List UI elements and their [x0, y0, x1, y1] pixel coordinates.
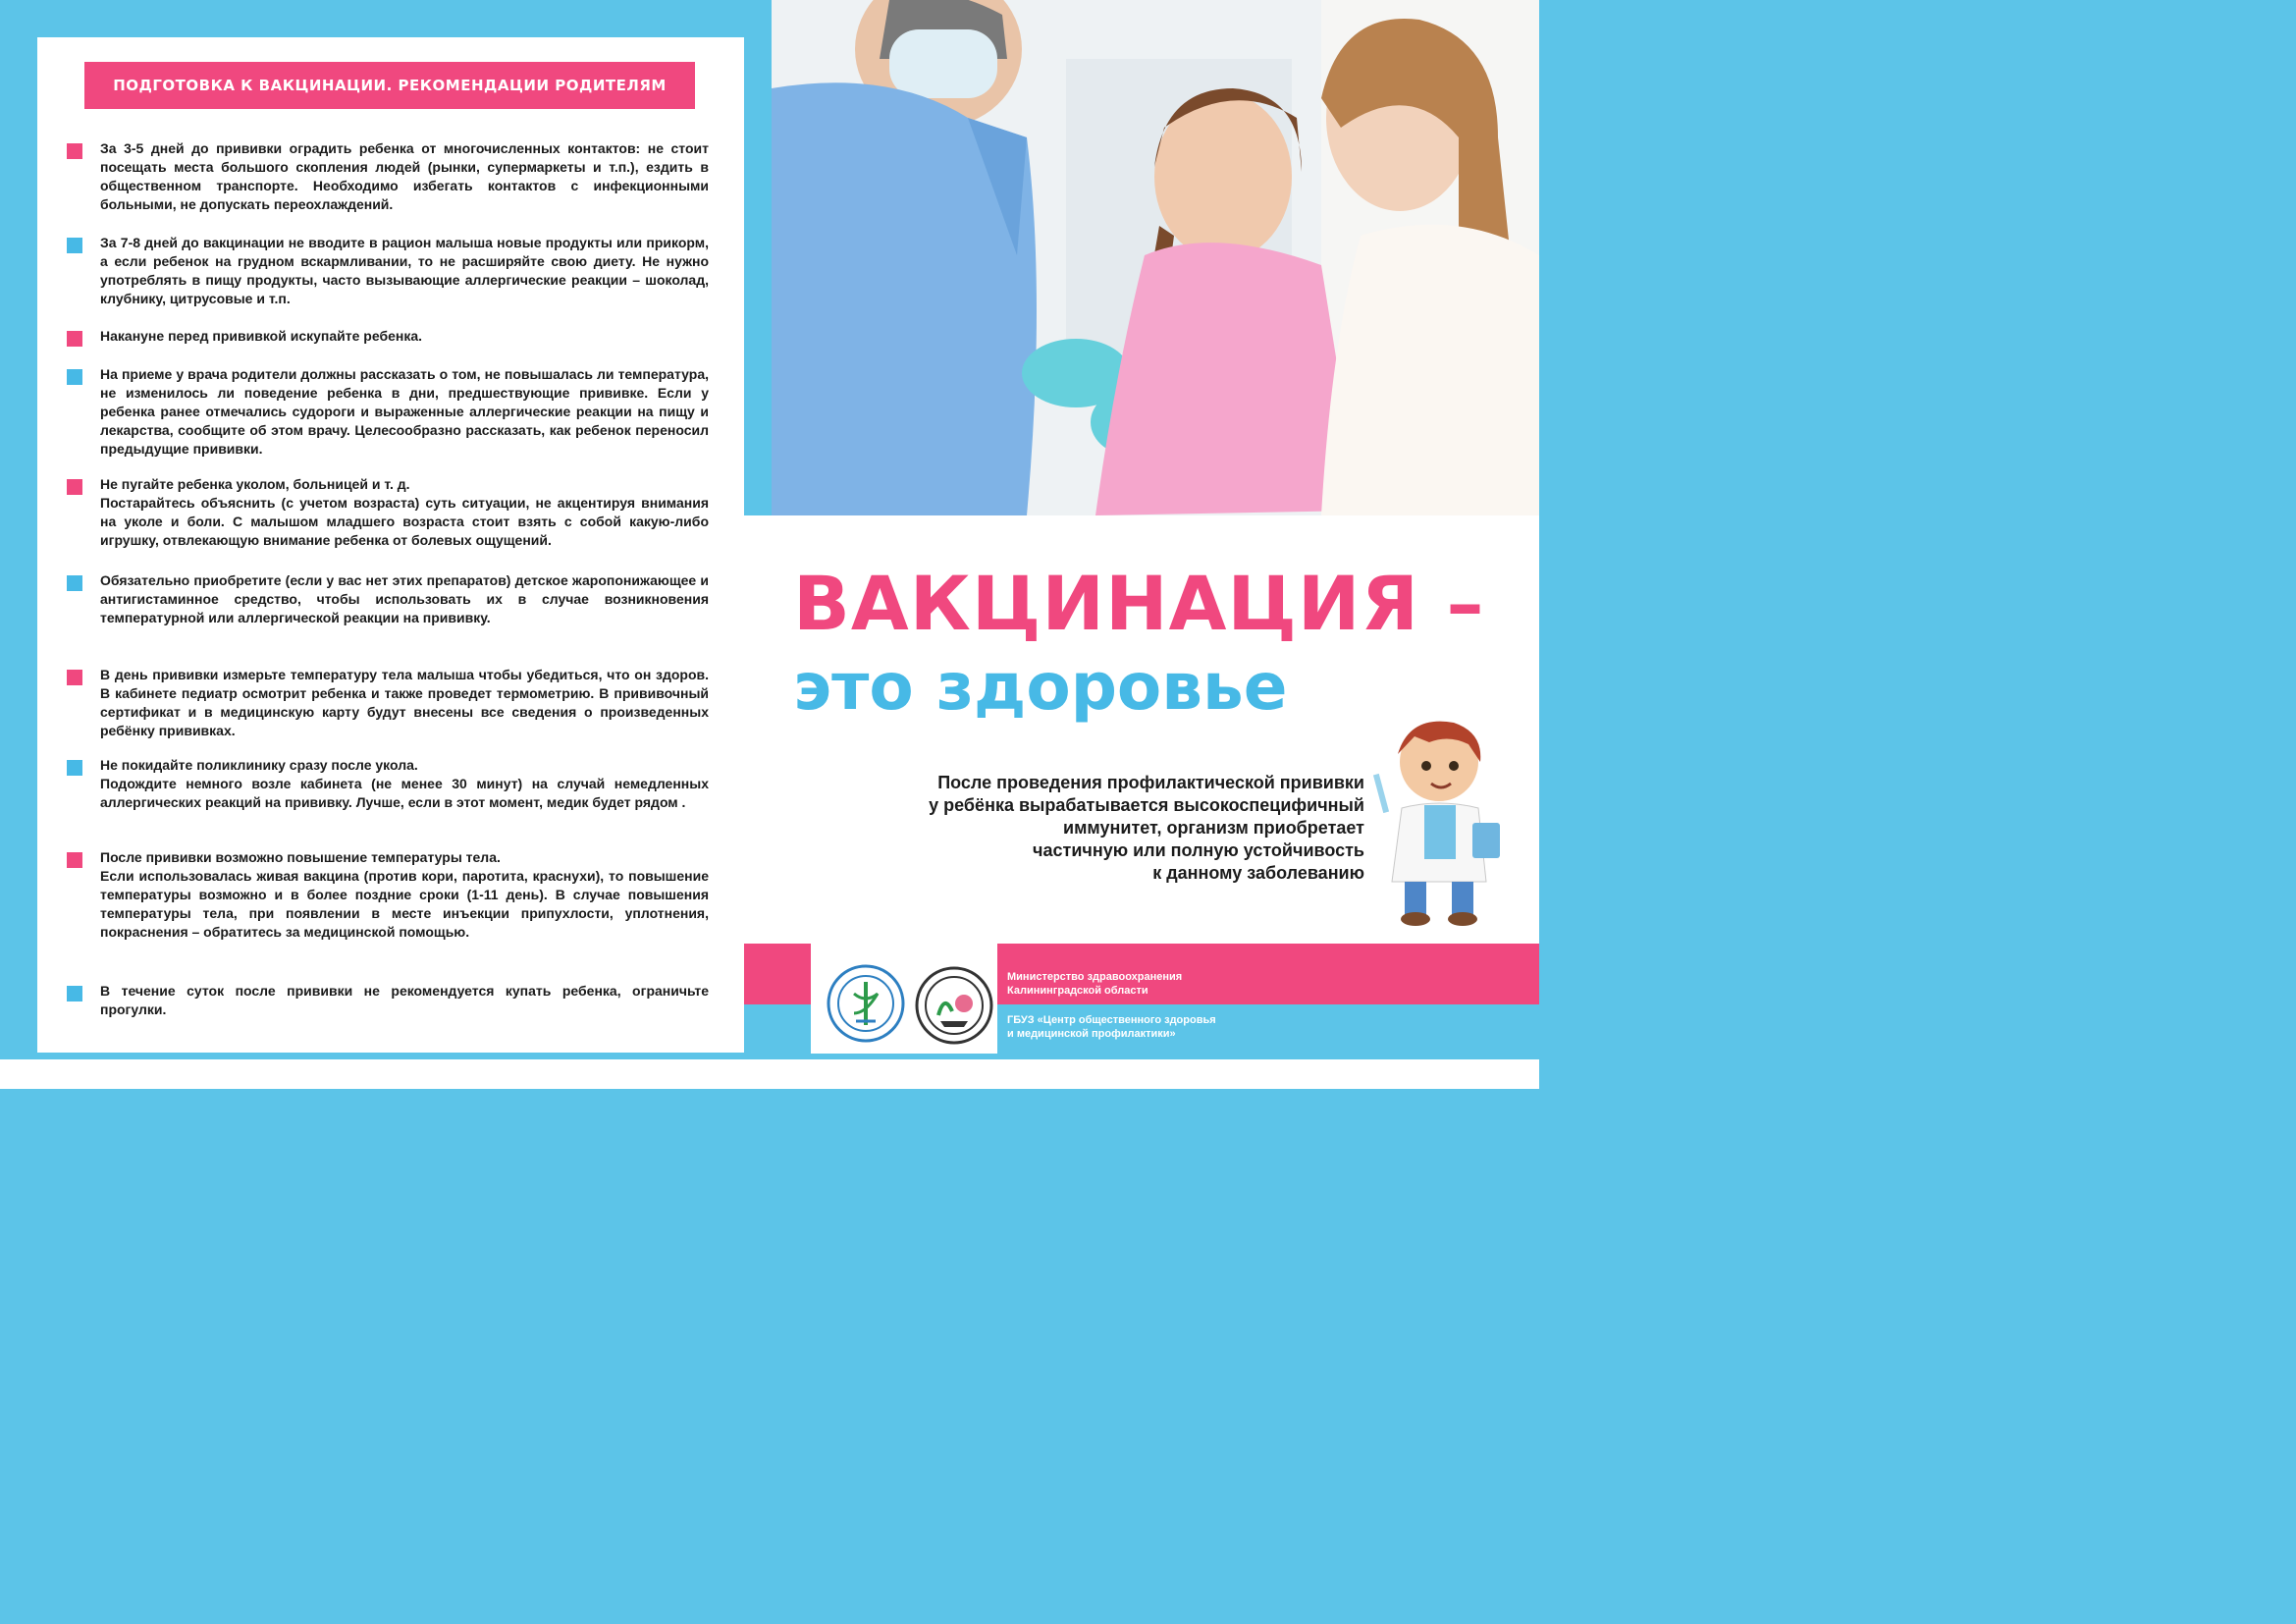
blue-bullet-square — [67, 986, 82, 1001]
recommendation-text: В течение суток после прививки не рекомендуется купать ребенка, ограничьте прогулки. — [100, 983, 709, 1017]
pink-bullet-square — [67, 852, 82, 868]
recommendation-text: За 7-8 дней до вакцинации не вводите в рацион малыша новые продукты или прикорм, а если ребенок на грудном вскармливании, то не расширяйте свою диету. Не нужно употреблять в пищу продукты, часто вызывающие аллергические реакции – шоколад, клубнику, цитрусовые и т.п. — [100, 235, 709, 306]
vaccination-photo-illustration — [772, 0, 1539, 515]
bottom-white-band — [0, 1059, 1539, 1089]
cartoon-doctor-illustration — [1370, 715, 1508, 929]
pink-bullet-square — [67, 143, 82, 159]
health-center-logo-icon — [915, 966, 993, 1045]
immunity-info-text: После проведения профилактической прививки у ребёнка вырабатывается высокоспецифичный иммунитет, организм приобретает частичную или полную устойчивость к данному заболеванию — [929, 773, 1364, 883]
blue-bullet-square — [67, 575, 82, 591]
health-center-name: ГБУЗ «Центр общественного здоровья и медицинской профилактики» — [1007, 1014, 1216, 1040]
recommendation-text: Накануне перед прививкой искупайте ребенка. — [100, 328, 423, 344]
headline-vaccination: ВАКЦИНАЦИЯ – — [793, 560, 1485, 647]
pink-bullet-square — [67, 331, 82, 347]
recommendation-text: За 3-5 дней до прививки оградить ребенка от многочисленных контактов: не стоит посещать места большого скопления людей (рынки, супермаркеты и т.п.), ездить в общественном транспорте. Необходимо избегать контактов с инфекционными больными, не допускать переохлаждений. — [100, 140, 709, 212]
vaccination-photo — [772, 0, 1539, 515]
recommendation-text: После прививки возможно повышение температуры тела. Если использовалась живая вакцина (против кори, паротита, краснухи), то повышение температуры возможно и в более поздние сроки (1-11 день). В случае повышения температуры тела, при появлении в месте инъекции припухлости, уплотнения, покраснения – обратитесь за медицинской помощью. — [100, 849, 709, 940]
recommendation-text: В день прививки измерьте температуру тела малыша чтобы убедиться, что он здоров. В кабинете педиатр осмотрит ребенка и также проведет термометрию. В прививочный сертификат и в медицинскую карту будут внесены все сведения о произведенных ребёнку прививках. — [100, 667, 709, 738]
recommendation-text: Не пугайте ребенка уколом, больницей и т. д. Постарайтесь объяснить (с учетом возраста) суть ситуации, не акцентируя внимания на уколе и боли. С малышом младшего возраста стоит взять с собой какую-либо игрушку, отвлекающую внимание ребенка от болевых ощущений. — [100, 476, 709, 548]
headline-health: это здоровье — [793, 649, 1288, 725]
pink-bullet-square — [67, 479, 82, 495]
recommendations-title-band — [84, 62, 695, 109]
recommendation-text: На приеме у врача родители должны рассказать о том, не повышалась ли температура, не изменилось ли поведение ребенка в дни, предшествующие прививке. Если у ребенка ранее отмечались судороги и выраженные аллергические реакции на пищу и лекарства, сообщите об этом врачу. Целесообразно рассказать, как ребенок переносил предыдущие прививки. — [100, 366, 709, 457]
ministry-name: Министерство здравоохранения Калининградской области — [1007, 971, 1183, 997]
blue-bullet-square — [67, 369, 82, 385]
recommendation-text: Не покидайте поликлинику сразу после укола. Подождите немного возле кабинета (не менее 30 минут) на случай немедленных аллергических реакций на прививку. Лучше, если в этот момент, медик будет рядом . — [100, 757, 709, 810]
ministry-logo-icon — [827, 964, 905, 1043]
blue-bullet-square — [67, 238, 82, 253]
blue-bullet-square — [67, 760, 82, 776]
pink-bullet-square — [67, 670, 82, 685]
recommendation-text: Обязательно приобретите (если у вас нет этих препаратов) детское жаропонижающее и антигистаминное средство, чтобы использовать их в случае возникновения температурной или аллергической реакции на прививку. — [100, 572, 709, 625]
recommendations-title: ПОДГОТОВКА К ВАКЦИНАЦИИ. РЕКОМЕНДАЦИИ РОДИТЕЛЯМ — [113, 77, 667, 94]
